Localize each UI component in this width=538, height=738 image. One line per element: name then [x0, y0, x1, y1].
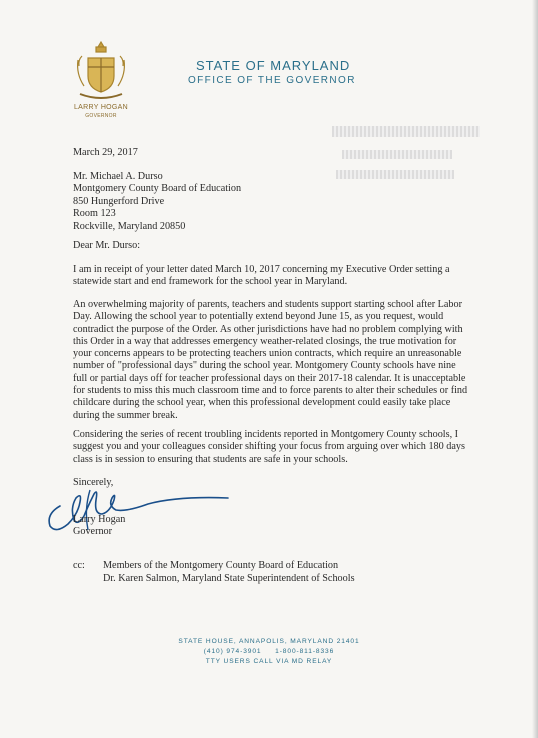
paragraph-line: I am in receipt of your letter dated March 10, 2017 concerning my Executive Order setting a — [73, 264, 450, 275]
paragraph-line: your concerns appears to be protecting teachers union contracts, which require an unreasonable — [73, 348, 462, 360]
redacted-stamp — [336, 170, 454, 179]
paragraph-line: Day. Allowing the school year to potentially extend beyond June 15, as you request, would — [73, 311, 444, 323]
signer-block — [73, 514, 125, 539]
footer-tty: TTY USERS CALL VIA MD RELAY — [205, 658, 333, 665]
paragraph-line: during the summer break. — [73, 409, 178, 421]
page-edge-shadow — [532, 0, 538, 738]
signature-icon — [38, 480, 238, 540]
footer-phones: (410) 974-3901 1-800-811-8336 — [203, 648, 335, 655]
footer-address: STATE HOUSE, ANNAPOLIS, MARYLAND 21401 — [178, 638, 360, 645]
closing: Sincerely, — [73, 477, 114, 488]
paragraph-line: this Order in a way that addresses emergency weather-related closings, the true motivation for — [73, 335, 457, 347]
paragraph-line: suggest you and your colleagues consider shifting your focus from arguing over which 180 days — [73, 441, 465, 453]
paragraph-line: contradict the purpose of the Order. As other jurisdictions have had no problem complying with — [73, 323, 463, 335]
letter-date: March 29, 2017 — [73, 147, 138, 158]
governor-title-header: GOVERNOR — [85, 113, 117, 119]
governor-name-header: LARRY HOGAN — [73, 104, 128, 111]
recipient-address — [73, 171, 241, 233]
cc-label: cc: — [73, 560, 85, 571]
recipient-name: Mr. Michael A. Durso — [73, 171, 163, 182]
paragraph-line: An overwhelming majority of parents, teachers and students support starting school after Labor — [73, 299, 463, 310]
paragraph-line: childcare during the school year, when this professional development could easily take place — [73, 397, 451, 409]
paragraph-line: statewide start and end framework for the school year in Maryland. — [73, 276, 348, 288]
signer-name: Larry Hogan — [73, 514, 126, 525]
cc-item: Dr. Karen Salmon, Maryland State Superintendent of Schools — [103, 572, 355, 584]
paragraph-line: full or partial days off for teacher professional days on their 2017-18 calendar. It is unacceptable — [73, 372, 466, 384]
recipient-city: Rockville, Maryland 20850 — [73, 220, 186, 232]
office-heading: OFFICE OF THE GOVERNOR — [188, 75, 356, 86]
cc-item: Members of the Montgomery County Board of Education — [103, 560, 339, 571]
paragraph-line: class is in session to ensuring that students are safe in your schools. — [73, 453, 348, 465]
signer-title: Governor — [73, 526, 113, 538]
paragraph-line: Considering the series of recent troubling incidents reported in Montgomery County schools, I — [73, 429, 459, 440]
recipient-street: 850 Hungerford Drive — [73, 195, 165, 207]
recipient-room: Room 123 — [73, 208, 116, 220]
paragraph-line: for students to miss this much classroom time and to force parents to alter their schedules or find — [73, 385, 468, 397]
state-heading: STATE OF MARYLAND — [196, 58, 351, 73]
salutation: Dear Mr. Durso: — [73, 240, 141, 251]
cc-list — [103, 560, 355, 585]
redacted-stamp — [342, 150, 452, 159]
redacted-stamp — [332, 126, 480, 137]
paragraph-line: number of "professional days" during the school year. Montgomery County schools have nine — [73, 360, 456, 372]
body-paragraph-2 — [73, 299, 473, 422]
body-paragraph-3 — [73, 429, 473, 466]
body-paragraph-1 — [73, 264, 473, 289]
recipient-org: Montgomery County Board of Education — [73, 183, 242, 195]
maryland-seal-icon — [72, 38, 130, 102]
